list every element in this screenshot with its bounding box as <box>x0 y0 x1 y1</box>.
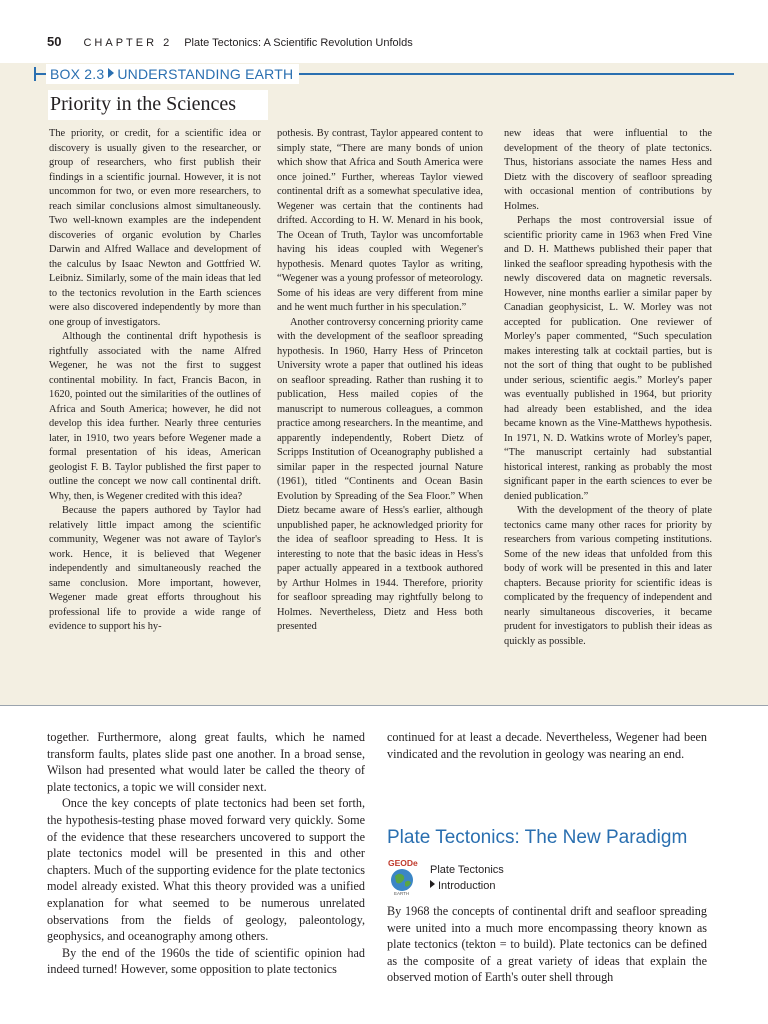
box-column-1 <box>49 127 261 635</box>
main-paragraph: Once the key concepts of plate tectonics had been set forth, the hypothesis-testing phase moved forward very quickly. Some of the evidence that these researchers uncovered to support the plate tectonics model will be presented in this and other chapters. Much of the supporting evidence for the plate tectonics model already existed. What this theory provided was a unified explanation for what seemed to be numerous unrelated observations from the fields of geology, paleontology, geophysics, and oceanography among others. <box>47 796 365 944</box>
box-category: UNDERSTANDING EARTH <box>117 66 294 82</box>
arrow-icon <box>430 880 435 888</box>
main-paragraph: together. Furthermore, along great faults, which he named transform faults, plates slide past one another. In a broad sense, Wilson had presented what would later be called the theory of plate tectonics, a topic we will consider next. <box>47 730 365 794</box>
box-paragraph: Another controversy concerning priority came with the development of the seafloor spreading hypothesis. In 1960, Harry Hess of Princeton University wrote a paper that outlined his ideas on seafloor spreading. Rather than rushing it to publication, Hess mailed copies of the manuscript to numerous colleagues, a common practice among researchers. In the meantime, and apparently independently, Robert Dietz of Scripps Institution of Oceanography published a similar paper in the respected journal Nature (1961), titled “Continents and Ocean Basin Evolution by Spreading of the Sea Floor.” When Dietz became aware of Hess's earlier, although unpublished paper, he acknowledged priority for the idea of seafloor spreading to Hess. It is interesting to note that the basic ideas in Hess's paper actually appeared in a textbook authored by Arthur Holmes in 1944. Therefore, priority for seafloor spreading may rightfully belong to Holmes. Nevertheless, Dietz and Hess both presented <box>277 316 483 632</box>
box-paragraph: The priority, or credit, for a scientific idea or discovery is usually given to the researcher, or group of researchers, who first publish their findings in a scientific journal. However, it is not uncommon for two, or even more researchers, to reach similar conclusions almost simultaneously. Two well-known examples are the independent discoveries of organic evolution by Charles Darwin and Alfred Wallace and development of the calculus by Isaac Newton and Gottfried W. Leibniz. Similarly, some of the main ideas that led to the tectonics revolution in the Earth sciences were also discovered independently by more than one group of investigators. <box>49 128 261 328</box>
box-paragraph: Because the papers authored by Taylor had relatively little impact among the scientific community, Wegener was not aware of Taylor's work. Hence, it is believed that Wegener independently and simultaneously reached the same conclusion. More important, however, Wegener made great efforts throughout his professional life to provide a wide range of evidence to support his hy- <box>49 505 261 632</box>
svg-text:GEODe: GEODe <box>388 858 418 868</box>
main-column-left <box>47 729 365 978</box>
main-paragraph: By the end of the 1960s the tide of scientific opinion had indeed turned! However, some opposition to plate tectonics <box>47 945 365 977</box>
geode-globe-icon <box>387 858 421 896</box>
box-number: BOX 2.3 <box>50 66 105 82</box>
main-column-right-bottom <box>387 903 707 986</box>
geode-topic: Plate Tectonics <box>430 864 504 876</box>
box-column-3 <box>504 127 712 649</box>
geode-link[interactable]: Introduction <box>430 878 504 894</box>
box-label <box>46 64 299 84</box>
section-title: Plate Tectonics: The New Paradigm <box>387 827 688 848</box>
running-header <box>47 33 413 51</box>
main-paragraph: By 1968 the concepts of continental drift and seafloor spreading were united into a much more encompassing theory known as plate tectonics (tekton = to build). Plate tectonics can be defined as the composite of a great variety of ideas that explain the observed motion of Earth's outer shell through <box>387 904 707 985</box>
box-paragraph: new ideas that were influential to the development of the theory of plate tectonics. Thus, historians associate the names Hess and Dietz with the discovery of seafloor spreading with occasional mention of contributions by Holmes. <box>504 128 712 212</box>
box-paragraph: Although the continental drift hypothesis is rightfully associated with the name Alfred Wegener, he was not the first to suggest continental mobility. In fact, Francis Bacon, in 1620, pointed out the similarities of the outlines of Africa and South America; however, he did not develop this idea further. Nearly three centuries later, in 1910, two years before Wegener made a formal presentation of his ideas, American geologist F. B. Taylor published the first paper to outline the concept we now call continental drift. Why, then, is Wegener credited with this idea? <box>49 331 261 502</box>
main-column-right-top <box>387 729 707 762</box>
chapter-label: CHAPTER 2 <box>83 37 173 49</box>
svg-text:EARTH: EARTH <box>394 891 410 896</box>
box-paragraph: pothesis. By contrast, Taylor appeared content to simply state, “There are many bonds of union which show that Africa and South America were once joined.” Further, whereas Taylor viewed continental drift as a somewhat speculative idea, Wegener was certain that the continents had drifted. According to H. W. Menard in his book, The Ocean of Truth, Taylor was uncomfortable having his ideas coupled with Wegener's hypothesis. Menard quotes Taylor as writing, “Wegener was a young professor of meteorology. Some of his ideas are very different from mine and he went much further in his speculation.” <box>277 128 483 313</box>
box-title: Priority in the Sciences <box>50 93 237 115</box>
arrow-icon <box>108 68 114 78</box>
box-column-2 <box>277 127 483 635</box>
chapter-title: Plate Tectonics: A Scientific Revolution Unfolds <box>184 37 413 49</box>
main-paragraph: continued for at least a decade. Nevertheless, Wegener had been vindicated and the revolution in geology was nearing an end. <box>387 730 707 761</box>
box-paragraph: With the development of the theory of plate tectonics came many other races for priority by researchers from various competing institutions. Some of the new ideas that unfolded from this body of work will be presented in this and later chapters. Because priority for scientific ideas is complicated by the frequency of independent and nearly simultaneous discoveries, it became prudent for investigators to publish their ideas as quickly as possible. <box>504 505 712 647</box>
page-number: 50 <box>47 34 62 49</box>
geode-reference[interactable] <box>430 862 504 894</box>
box-rule-start-cap <box>34 67 36 81</box>
box-paragraph: Perhaps the most controversial issue of scientific priority came in 1963 when Fred Vine and D. H. Matthews published their paper that linked the seafloor spreading hypothesis with the newly discovered data on magnetic reversals. However, nine months earlier a similar paper by Canadian geophysicist, L. W. Morley was not accepted for publication. One reviewer of Morley's paper commented, “Such speculation makes interesting talk at cocktail parties, but is not the sort of thing that ought to be published under serious, scientific aegis.” Morley's paper was eventually published in 1964, but priority had already been established, and the idea became known as the Vine-Matthews hypothesis. In 1971, N. D. Watkins wrote of Morley's paper, “The manuscript certainly had substantial historical interest, ranking as probably the most significant paper in the earth sciences to ever be denied publication.” <box>504 215 712 502</box>
